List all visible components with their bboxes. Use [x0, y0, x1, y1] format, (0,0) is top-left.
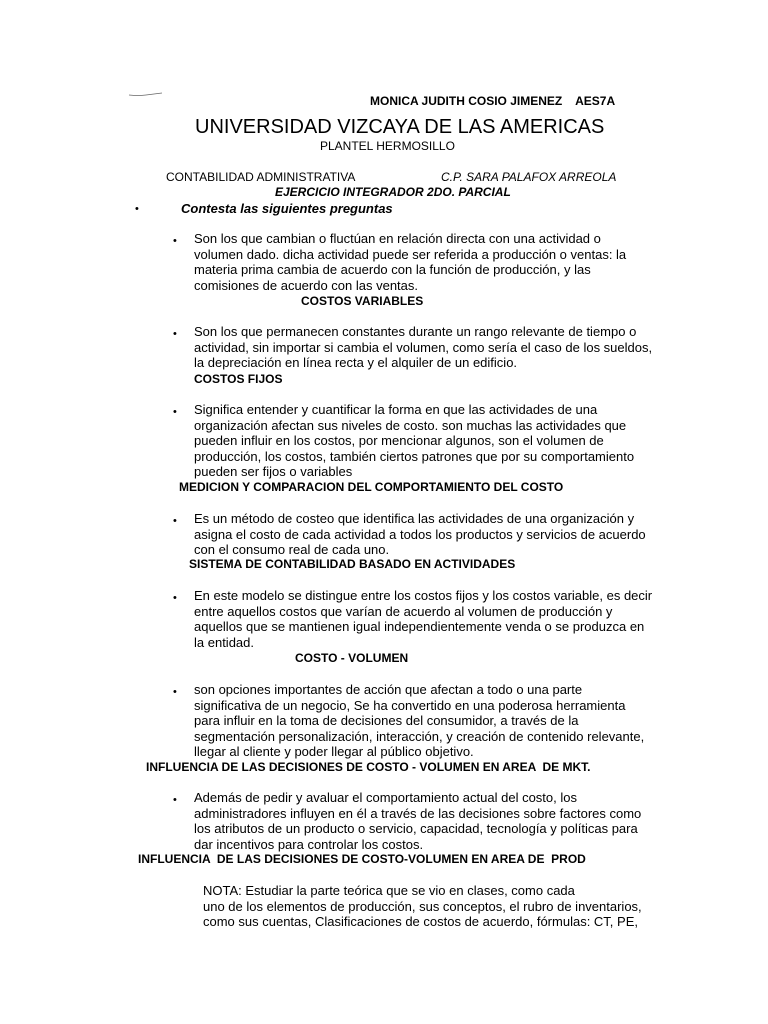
study-note: NOTA: Estudiar la parte teórica que se vio en clases, como cada uno de los elementos de producción, sus conceptos, el rubro de inventarios, como sus cuentas, Clasificaciones de costos de acuerdo, fórmulas: CT, PE, — [203, 883, 642, 929]
author-line: MONICA JUDITH COSIO JIMENEZ AES7A — [370, 94, 616, 108]
answer-label: SISTEMA DE CONTABILIDAD BASADO EN ACTIVIDADES — [189, 557, 516, 571]
question-text: Significa entender y cuantificar la forma en que las actividades de una organización afectan sus niveles de costo. son muchas las actividades que pueden influir en los costos, por mencionar algunos, son el volumen de producción, los costos, también ciertos patrones que por su comportamiento pueden ser fijos o variables — [194, 402, 635, 479]
corner-scribble — [128, 90, 164, 98]
list-item-bullet: • — [173, 406, 177, 418]
question-text: Son los que permanecen constantes durante un rango relevante de tiempo o actividad, sin importar si cambia el volumen, como sería el caso de los sueldos, la depreciación en línea recta y el alquiler de un edificio. — [194, 324, 653, 370]
answer-label: INFLUENCIA DE LAS DECISIONES DE COSTO-VOLUMEN EN AREA DE PROD — [138, 852, 586, 866]
answer-label: COSTOS VARIABLES — [301, 294, 424, 308]
answer-label: COSTOS FIJOS — [194, 372, 283, 386]
list-item-bullet: • — [173, 686, 177, 698]
list-item-bullet: • — [173, 794, 177, 806]
question-text: Son los que cambian o fluctúan en relación directa con una actividad o volumen dado. dicha actividad puede ser referida a producción o ventas: la materia prima cambia de acuerdo con la función de producción, y las comisiones de acuerdo con las ventas. — [194, 231, 627, 293]
answer-label: INFLUENCIA DE LAS DECISIONES DE COSTO - VOLUMEN EN AREA DE MKT. — [146, 760, 591, 774]
list-item-bullet: • — [173, 592, 177, 604]
campus-name: PLANTEL HERMOSILLO — [320, 139, 455, 153]
question-text: Además de pedir y avaluar el comportamiento actual del costo, los administradores influyen en él a través de las decisiones sobre factores como los atributos de un producto o servicio, capacidad, tecnología y políticas para dar incentivos para controlar los costos. — [194, 790, 642, 852]
instruction-text: Contesta las siguientes preguntas — [181, 201, 393, 216]
question-text: Es un método de costeo que identifica las actividades de una organización y asigna el costo de cada actividad a todos los productos y servicios de acuerdo con el consumo real de cada uno. — [194, 511, 646, 557]
answer-label: MEDICION Y COMPARACION DEL COMPORTAMIENTO DEL COSTO — [179, 480, 564, 494]
teacher-name: C.P. SARA PALAFOX ARREOLA — [441, 170, 617, 184]
university-title: UNIVERSIDAD VIZCAYA DE LAS AMERICAS — [195, 116, 605, 138]
list-item-bullet: • — [173, 235, 177, 247]
question-text: son opciones importantes de acción que afectan a todo o una parte significativa de un negocio, Se ha convertido en una poderosa herramienta para influir en la toma de decisiones del consumidor, a través de la segmentación personalización, interacción, y creación de contenido relevante, llegar al cliente y poder llegar al público objetivo. — [194, 682, 645, 759]
list-item-bullet: • — [173, 515, 177, 527]
question-text: En este modelo se distingue entre los costos fijos y los costos variable, es decir entre aquellos costos que varían de acuerdo al volumen de producción y aquellos que se mantienen igual independientemente venda o se produzca en la entidad. — [194, 588, 653, 650]
subject-name: CONTABILIDAD ADMINISTRATIVA — [166, 170, 356, 184]
instruction-bullet: • — [135, 203, 139, 215]
exercise-title: EJERCICIO INTEGRADOR 2DO. PARCIAL — [275, 185, 511, 199]
list-item-bullet: • — [173, 328, 177, 340]
answer-label: COSTO - VOLUMEN — [295, 651, 409, 665]
